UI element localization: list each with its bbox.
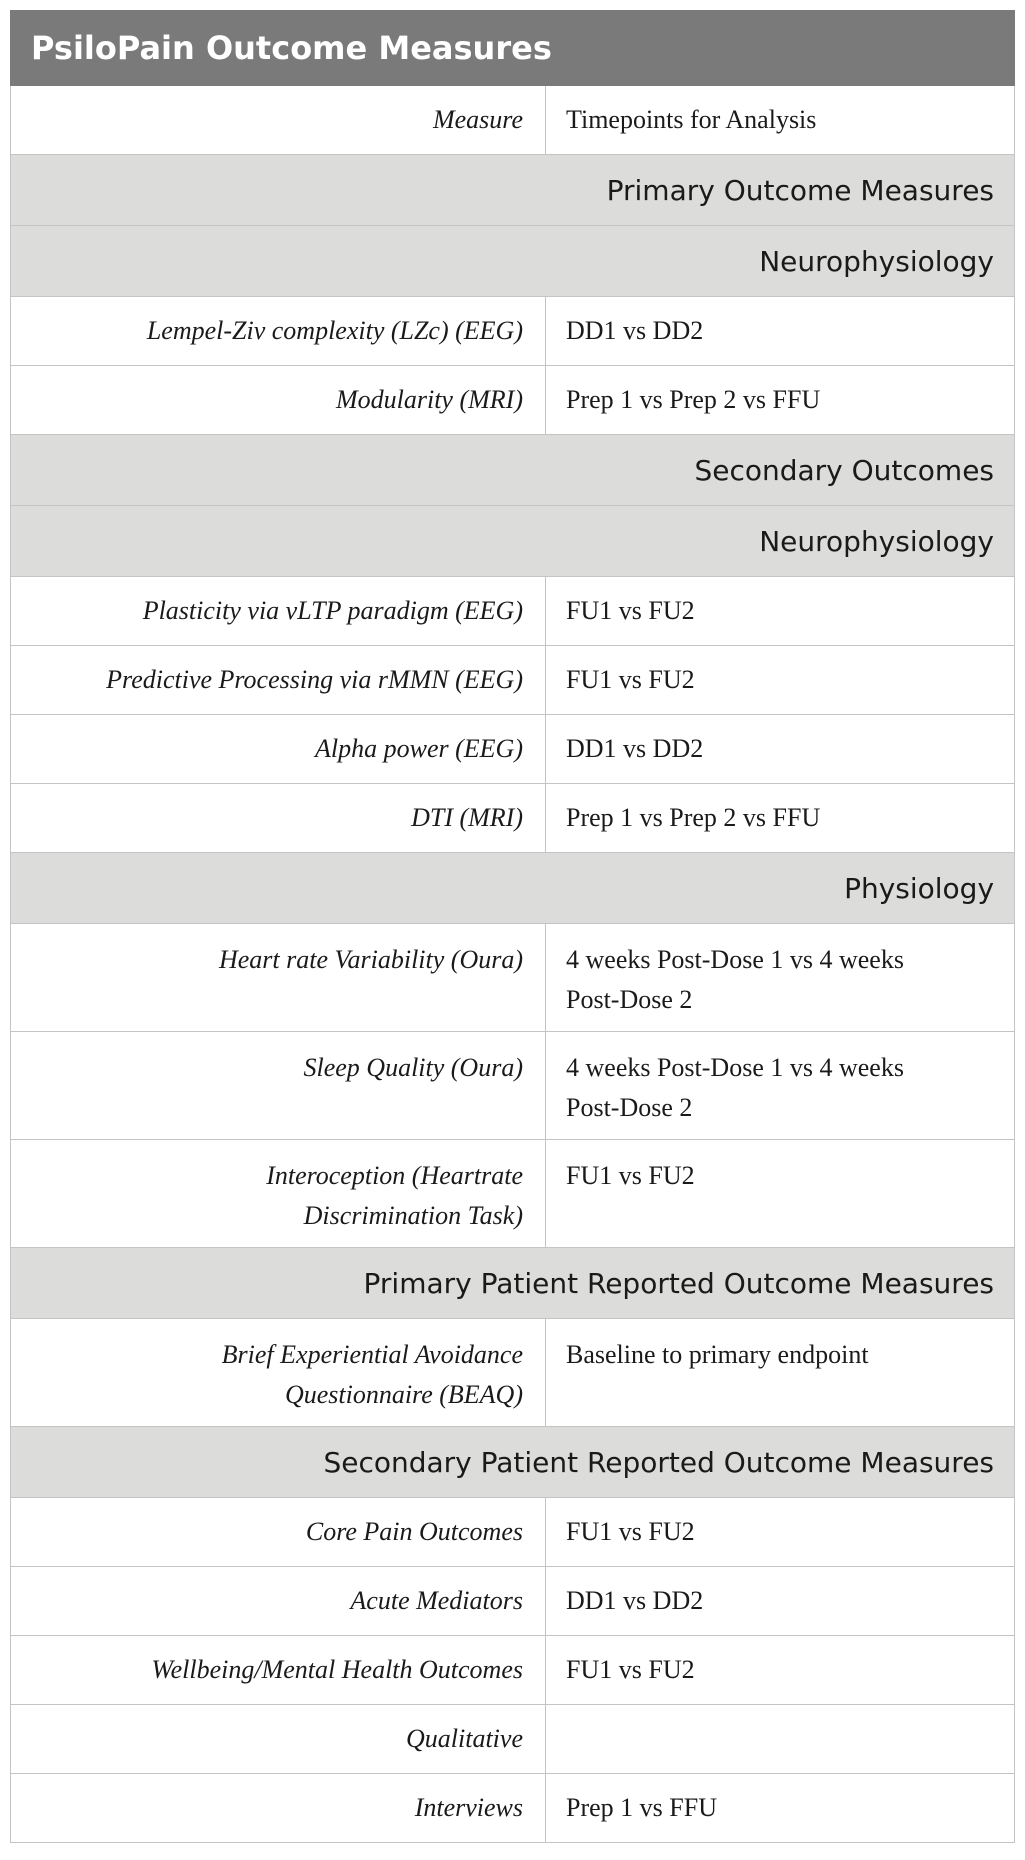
measure-cell: Predictive Processing via rMMN (EEG) xyxy=(11,646,546,715)
measure-cell: Sleep Quality (Oura) xyxy=(11,1032,546,1140)
measure-line: Questionnaire (BEAQ) xyxy=(284,1380,523,1409)
timepoints-cell: DD1 vs DD2 xyxy=(546,297,1015,366)
timepoints-cell: FU1 vs FU2 xyxy=(546,1636,1015,1705)
measure-line: Brief Experiential Avoidance xyxy=(221,1340,523,1369)
measure-cell: Qualitative xyxy=(11,1705,546,1774)
section-row xyxy=(11,853,1015,924)
timepoints-column-header: Timepoints for Analysis xyxy=(546,86,1015,155)
table-row xyxy=(11,1498,1015,1567)
timepoints-cell: FU1 vs FU2 xyxy=(546,646,1015,715)
timepoints-cell xyxy=(546,924,1015,1032)
measure-cell xyxy=(11,1140,546,1248)
table-row xyxy=(11,924,1015,1032)
measure-cell: Modularity (MRI) xyxy=(11,366,546,435)
timepoints-line: Post-Dose 2 xyxy=(566,985,693,1014)
table-row xyxy=(11,577,1015,646)
measure-cell: Heart rate Variability (Oura) xyxy=(11,924,546,1032)
section-secondary-outcomes: Secondary Outcomes xyxy=(11,435,1015,506)
section-physiology: Physiology xyxy=(11,853,1015,924)
section-primary-outcome-measures: Primary Outcome Measures xyxy=(11,155,1015,226)
timepoints-line: 4 weeks Post-Dose 1 vs 4 weeks xyxy=(566,945,904,974)
timepoints-cell xyxy=(546,1705,1015,1774)
measure-cell: DTI (MRI) xyxy=(11,784,546,853)
header-row xyxy=(11,86,1015,155)
table-row xyxy=(11,1032,1015,1140)
table-row xyxy=(11,1319,1015,1427)
table-row xyxy=(11,715,1015,784)
table-row xyxy=(11,1140,1015,1248)
timepoints-cell: DD1 vs DD2 xyxy=(546,1567,1015,1636)
table-row xyxy=(11,784,1015,853)
timepoints-cell: DD1 vs DD2 xyxy=(546,715,1015,784)
section-secondary-patient-reported-outcomes: Secondary Patient Reported Outcome Measures xyxy=(11,1427,1015,1498)
outcome-measures-table xyxy=(10,10,1015,1843)
measure-cell: Interviews xyxy=(11,1774,546,1843)
measure-column-header: Measure xyxy=(11,86,546,155)
table-row xyxy=(11,1636,1015,1705)
measure-line: Discrimination Task) xyxy=(303,1201,523,1230)
table-row xyxy=(11,646,1015,715)
section-row xyxy=(11,1248,1015,1319)
section-neurophysiology: Neurophysiology xyxy=(11,506,1015,577)
measure-cell: Wellbeing/Mental Health Outcomes xyxy=(11,1636,546,1705)
timepoints-cell: Prep 1 vs FFU xyxy=(546,1774,1015,1843)
timepoints-cell: Baseline to primary endpoint xyxy=(546,1319,1015,1427)
timepoints-line: Post-Dose 2 xyxy=(566,1093,693,1122)
measure-cell: Plasticity via vLTP paradigm (EEG) xyxy=(11,577,546,646)
section-row xyxy=(11,506,1015,577)
measure-cell: Acute Mediators xyxy=(11,1567,546,1636)
measure-cell: Lempel-Ziv complexity (LZc) (EEG) xyxy=(11,297,546,366)
timepoints-cell: FU1 vs FU2 xyxy=(546,1498,1015,1567)
timepoints-cell: FU1 vs FU2 xyxy=(546,1140,1015,1248)
table-title: PsiloPain Outcome Measures xyxy=(11,11,1015,86)
measure-cell: Alpha power (EEG) xyxy=(11,715,546,784)
section-row xyxy=(11,155,1015,226)
timepoints-cell: Prep 1 vs Prep 2 vs FFU xyxy=(546,784,1015,853)
timepoints-line: 4 weeks Post-Dose 1 vs 4 weeks xyxy=(566,1053,904,1082)
table-row xyxy=(11,1567,1015,1636)
measure-cell: Core Pain Outcomes xyxy=(11,1498,546,1567)
table-row xyxy=(11,297,1015,366)
measure-line: Interoception (Heartrate xyxy=(266,1161,523,1190)
section-row xyxy=(11,1427,1015,1498)
table-row xyxy=(11,366,1015,435)
section-row xyxy=(11,226,1015,297)
title-row xyxy=(11,11,1015,86)
table-row xyxy=(11,1705,1015,1774)
section-neurophysiology: Neurophysiology xyxy=(11,226,1015,297)
timepoints-cell xyxy=(546,1032,1015,1140)
timepoints-cell: Prep 1 vs Prep 2 vs FFU xyxy=(546,366,1015,435)
section-row xyxy=(11,435,1015,506)
measure-cell xyxy=(11,1319,546,1427)
section-primary-patient-reported-outcomes: Primary Patient Reported Outcome Measures xyxy=(11,1248,1015,1319)
table-row xyxy=(11,1774,1015,1843)
timepoints-cell: FU1 vs FU2 xyxy=(546,577,1015,646)
